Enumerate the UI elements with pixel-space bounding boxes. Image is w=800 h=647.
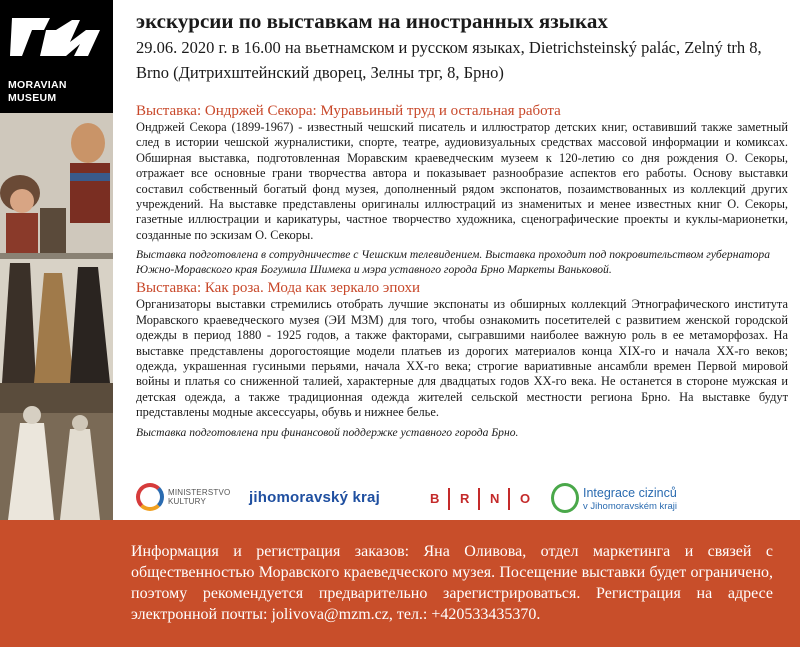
brno-letter-n: N	[490, 491, 500, 506]
ministry-line2: KULTURY	[168, 497, 207, 506]
section1-body: Ондржей Секора (1899-1967) - известный чешский писатель и иллюстратор детских книг, оставивший также заметный след в истории чешской журналистики, спорте, театре, аудиовизуальных средствах массовой информации и комиксах. Обширная выставка, подготовленная Моравским краеведческим музеем к 120-летию со дня рождения О. Секоры, отражает все основные грани творчества автора и показывает разнообразие аспектов его работы. Основу выставки составил собственный богатый фонд музея, дополненный рядом экспонатов, позаимствованных из коллекций других учреждений. На выставке представлены оригиналы иллюстраций из знаменитых и менее известных книг О. Секоры, газетные иллюстрации и карикатуры, частное творчество художника, сценографические проекты и куклы-марионетки, созданные по эскизам О. Секоры.	[136, 120, 788, 242]
brno-separator	[448, 488, 450, 510]
brno-letter-b: B	[430, 491, 440, 506]
ministry-ring-icon	[136, 483, 164, 511]
section2-title: Выставка: Как роза. Мода как зеркало эпохи	[136, 280, 421, 297]
brno-separator	[478, 488, 480, 510]
logo-line1: MORAVIAN	[8, 79, 67, 91]
brno-logo	[426, 481, 536, 517]
brno-letter-o: O	[520, 491, 531, 506]
footer-contact-info: Информация и регистрация заказов: Яна Оливова, отдел маркетинга и связей с общественностью Моравского краеведческого музея. Посещение выставки будет ограничено, поэтому рекомендуется предварительно зарегистрироваться. Регистрация на адресе электронной почты: jolivova@mzm.cz, тел.: +420533435370.	[131, 543, 773, 623]
dresses-photo	[0, 253, 113, 383]
section2-body: Организаторы выставки стремились отобрать лучшие экспонаты из обширных коллекций Этнографического института Моравского краеведческого музея (ЭИ МЗМ) для того, чтобы ознакомить посетителей с развитием женской городской одежды в период 1880 - 1925 годов, а также факторами, сыгравшими наиболее важную роль в ее метаморфозах. На выставке представлены дорогостоящие модели платьев из дорогих материалов конца XIX-го и начала XX-го веков; одежда, украшенная гусиными перьями, начала XX-го века; строгие вариативные ансамбли времен Первой мировой войны и платья со сниженной талией, характерные для двадцатых годов XX-го века. Не останется в стороне мужская и детская одежда, а также традиционная одежда жителей сельской местности региона Брно. На выставке будут представлены модные аксессуары, обувь и нижнее белье.	[136, 297, 788, 420]
brno-letter-r: R	[460, 491, 470, 506]
marionettes-photo	[0, 113, 113, 253]
museum-logo	[0, 0, 113, 113]
integrace-badge-icon	[551, 483, 579, 513]
footer-banner	[0, 520, 800, 647]
page-title: экскурсии по выставкам на иностранных языках	[136, 9, 608, 33]
section2-note: Выставка подготовлена при финансовой поддержке уставного города Брно.	[136, 425, 519, 439]
ministry-line1: MINISTERSTVO	[168, 488, 231, 497]
moravian-museum-logo-icon	[10, 12, 102, 74]
section1-title: Выставка: Ондржей Секора: Муравьиный труд и остальная работа	[136, 103, 561, 119]
white-dresses-photo	[0, 383, 113, 520]
integrace-line1: Integrace cizinců	[583, 486, 677, 500]
brno-separator	[508, 488, 510, 510]
jmk-text: jihomoravský kraj	[249, 489, 380, 506]
event-details: 29.06. 2020 г. в 16.00 на вьетнамском и русском языках, Dietrichsteinský palác, Zelný trh 8, Brno (Дитрихштейнский дворец, Зелны трг, 8, Брно)	[136, 38, 762, 82]
logo-line2: MUSEUM	[8, 92, 57, 104]
sponsor-logos	[136, 481, 788, 517]
jihomoravsky-kraj-logo	[249, 481, 404, 517]
integrace-cizincu-logo	[551, 481, 696, 517]
main-content	[136, 8, 788, 440]
ministry-of-culture-logo	[136, 481, 236, 517]
left-photo-column	[0, 0, 113, 520]
section1-note: Выставка подготовлена в сотрудничестве с Чешским телевидением. Выставка проходит под покровительством губернатора Южно-Моравского края Богумила Шимека и мэра уставного города Брно Маркеты Ваньковой.	[136, 248, 771, 276]
integrace-line2: v Jihomoravském kraji	[583, 501, 677, 512]
